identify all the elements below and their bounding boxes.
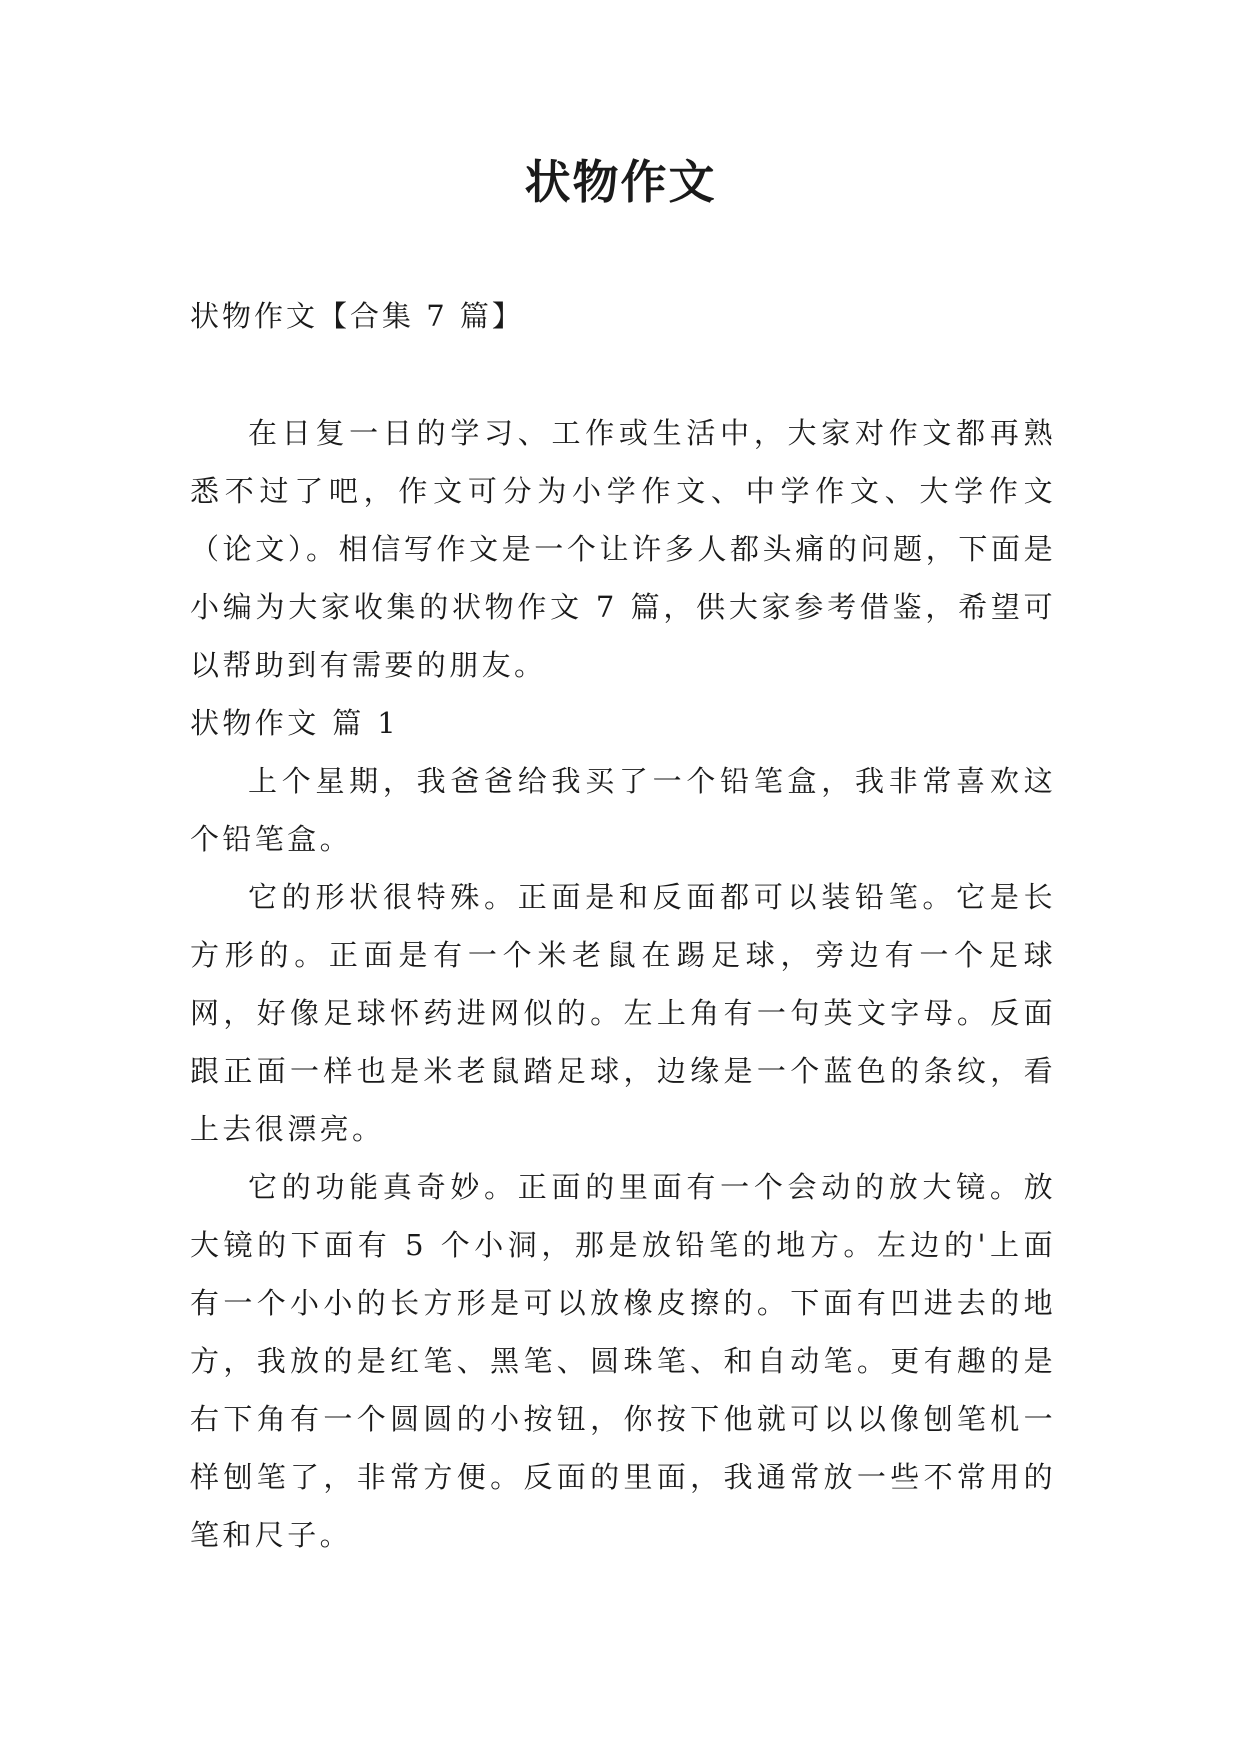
document-title: 状物作文 [524, 155, 717, 209]
body-paragraph-3: 它的功能真奇妙。正面的里面有一个会动的放大镜。放大镜的下面有 5 个小洞，那是放铅笔的地方。左边的'上面有一个小小的长方形是可以放橡皮擦的。下面有凹进去的地方，我放的是红笔、黑笔、圆珠笔、和自动笔。更有趣的是右下角有一个圆圆的小按钮，你按下他就可以以像刨笔机一样刨笔了，非常方便。反面的里面，我通常放一些不常用的笔和尺子。 [190, 1170, 1056, 1552]
document-body [190, 404, 1056, 1564]
section-heading: 状物作文 篇 1 [190, 706, 400, 740]
body-paragraph-2: 它的形状很特殊。正面是和反面都可以装铅笔。它是长方形的。正面是有一个米老鼠在踢足球，旁边有一个足球网，好像足球怀药进网似的。左上角有一句英文字母。反面跟正面一样也是米老鼠踏足球，边缘是一个蓝色的条纹，看上去很漂亮。 [190, 880, 1056, 1146]
intro-paragraph: 在日复一日的学习、工作或生活中，大家对作文都再熟悉不过了吧，作文可分为小学作文、中学作文、大学作文（论文）。相信写作文是一个让许多人都头痛的问题，下面是小编为大家收集的状物作文 7 篇，供大家参考借鉴，希望可以帮助到有需要的朋友。 [190, 416, 1056, 682]
document-subtitle: 状物作文【合集 7 篇】 [190, 299, 524, 333]
body-paragraph-1: 上个星期，我爸爸给我买了一个铅笔盒，我非常喜欢这个铅笔盒。 [190, 764, 1056, 856]
